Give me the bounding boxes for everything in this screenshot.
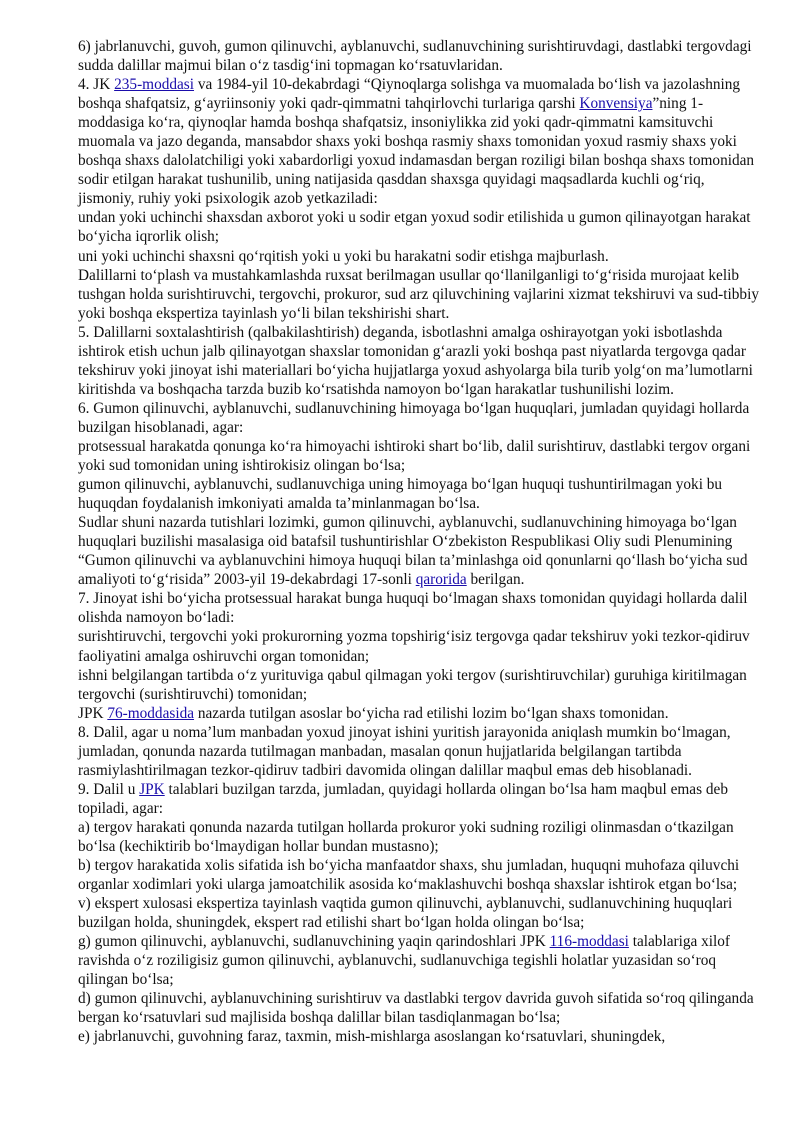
paragraph-text: 9. Dalil u — [78, 780, 140, 798]
paragraph-text: b) tergov harakatida xolis sifatida ish bo‘yicha manfaatdor shaxs, shu jumladan, huquqni muhofaza qiluvchi organlar xodimlari yoki ularga jamoatchilik asosida ko‘maklashuvchi boshqa shaxslar ishtirok etgan bo‘lsa; — [78, 857, 740, 894]
paragraph — [78, 37, 764, 75]
paragraph-text: a) tergov harakati qonunda nazarda tutilgan hollarda prokuror yoki sudning roziligi olinmasdan o‘tkazilgan bo‘lsa (kechiktirib bo‘lmaydigan hollar bundan mustasno); — [78, 818, 734, 855]
paragraph — [78, 932, 764, 989]
paragraph — [78, 989, 764, 1027]
paragraph — [78, 266, 764, 323]
paragraph — [78, 818, 764, 856]
paragraph-text: 6. Gumon qilinuvchi, ayblanuvchi, sudlanuvchining himoyaga bo‘lgan huquqlari, jumladan quyidagi hollarda buzilgan hisoblanadi, agar: — [78, 399, 750, 436]
paragraph-text: va 1984-yil 10-dekabrdagi “Qiynoqlarga solishga va muomalada bo‘lish va jazolashning boshqa shafqatsiz, g‘ayriinsoniy yoki qadr-qimmatni tahqirlovchi turlariga qarshi — [78, 76, 741, 113]
paragraph-text: 7. Jinoyat ishi bo‘yicha protsessual harakat bunga huquqi bo‘lmagan shaxs tomonidan quyidagi hollarda dalil olishda namoyon bo‘ladi: — [78, 590, 748, 627]
paragraph — [78, 247, 764, 266]
paragraph-text: gumon qilinuvchi, ayblanuvchi, sudlanuvchiga uning himoyaga bo‘lgan huquqi tushuntirilmagan yoki bu huquqdan foydalanish imkoniyati amalda ta’minlanmagan bo‘lsa. — [78, 476, 723, 513]
paragraph-text: undan yoki uchinchi shaxsdan axborot yoki u sodir etgan yoxud sodir etilishida u gumon qilinayotgan harakat bo‘yicha iqrorlik olish; — [78, 209, 751, 246]
paragraph — [78, 666, 764, 704]
paragraph-text: surishtiruvchi, tergovchi yoki prokurorning yozma topshirig‘isiz tergovga qadar tekshiruv yoki tezkor-qidiruv faoliyatini amalga oshiruvchi organ tomonidan; — [78, 628, 750, 665]
paragraph — [78, 208, 764, 246]
paragraph-text: Sudlar shuni nazarda tutishlari lozimki, gumon qilinuvchi, ayblanuvchi, sudlanuvchining himoyaga bo‘lgan huquqlari buzilishi masalasiga oid batafsil tushuntirishlar O‘zbekiston Respublikasi Oliy sudi Plenumining “Gumon qilinuvchi va ayblanuvchini himoya huquqi bilan ta’minlashga oid qonunlarni qo‘llash bo‘yicha sud amaliyoti to‘g‘risida” 2003-yil 19-dekabrdagi 17-sonli — [78, 514, 748, 589]
paragraph — [78, 704, 764, 723]
paragraph — [78, 627, 764, 665]
paragraph-text: berilgan. — [466, 571, 525, 589]
paragraph — [78, 75, 764, 208]
document-link[interactable]: 76-moddasida — [107, 704, 195, 722]
paragraph-text: talablariga xilof ravishda o‘z roziligisiz gumon qilinuvchi, ayblanuvchi, sudlanuvchiga tegishli holatlar yuzasidan so‘roq qilingan bo‘lsa; — [78, 933, 730, 989]
paragraph — [78, 437, 764, 475]
document-link[interactable]: 116-moddasi — [549, 933, 629, 951]
paragraph-text: 5. Dalillarni soxtalashtirish (qalbakilashtirish) deganda, isbotlashni amalga oshirayotgan yoki isbotlashda ishtirok etish uchun jalb qilinayotgan shaxslar tomonidan g‘arazli yoki boshqa past niyatlarda tergovga qadar tekshiruv yoki jinoyat ishi materiallari bo‘yicha hujjatlarga yoxud ashyolarga bila turib yolg‘on ma’lumotlarni kiritishda va boshqacha tarzda buzib ko‘rsatishda namoyon bo‘lgan harakatlar tushunilishi lozim. — [78, 323, 753, 398]
paragraph-text: 8. Dalil, agar u noma’lum manbadan yoxud jinoyat ishini yuritish jarayonida aniqlash mumkin bo‘lmagan, jumladan, qonunda nazarda tutilmagan manbadan, masalan qonun hujjatlarida belgilangan tartibda rasmiylashtirilmagan tezkor-qidiruv tadbiri davomida olingan dalillar maqbul emas deb hisoblanadi. — [78, 723, 731, 779]
paragraph-text: uni yoki uchinchi shaxsni qo‘rqitish yoki u yoki bu harakatni sodir etishga majburlash. — [78, 247, 609, 265]
paragraph — [78, 894, 764, 932]
paragraph-text: d) gumon qilinuvchi, ayblanuvchining surishtiruv va dastlabki tergov davrida guvoh sifatida so‘roq qilinganda bergan ko‘rsatuvlari sud majlisida boshqa dalillar bilan tasdiqlanmagan bo‘lsa; — [78, 990, 754, 1027]
paragraph-text: e) jabrlanuvchi, guvohning faraz, taxmin, mish-mishlarga asoslangan ko‘rsatuvlari, shuningdek, — [78, 1028, 666, 1046]
paragraph-text: ishni belgilangan tartibda o‘z yurituviga qabul qilmagan yoki tergov (surishtiruvchilar) guruhiga kiritilmagan tergovchi (surishtiruvchi) tomonidan; — [78, 666, 747, 703]
paragraph — [78, 723, 764, 780]
paragraph — [78, 399, 764, 437]
paragraph — [78, 1027, 764, 1046]
paragraph-text: JPK — [78, 704, 108, 722]
paragraph-text: g) gumon qilinuvchi, ayblanuvchi, sudlanuvchining yaqin qarindoshlari JPK — [78, 933, 550, 951]
document-link[interactable]: JPK — [139, 780, 165, 798]
paragraph — [78, 475, 764, 513]
document-link[interactable]: qarorida — [415, 571, 467, 589]
paragraph — [78, 323, 764, 399]
paragraph — [78, 856, 764, 894]
paragraph-text: v) ekspert xulosasi ekspertiza tayinlash vaqtida gumon qilinuvchi, ayblanuvchi, sudlanuvchining huquqlari buzilgan holda, shuningdek, ekspert rad etilishi shart bo‘lgan holda olingan bo‘lsa; — [78, 895, 733, 932]
paragraph — [78, 780, 764, 818]
document-link[interactable]: Konvensiya — [579, 95, 653, 113]
paragraph — [78, 589, 764, 627]
paragraph-text: nazarda tutilgan asoslar bo‘yicha rad etilishi lozim bo‘lgan shaxs tomonidan. — [194, 704, 669, 722]
paragraph-text: talablari buzilgan tarzda, jumladan, quyidagi hollarda olingan bo‘lsa ham maqbul emas deb topiladi, agar: — [78, 780, 728, 817]
paragraph-text: 6) jabrlanuvchi, guvoh, gumon qilinuvchi, ayblanuvchi, sudlanuvchining surishtiruvdagi, dastlabki tergovdagi sudda dalillar majmui bilan o‘z tasdig‘ini topmagan ko‘rsatuvlaridan. — [78, 38, 752, 75]
paragraph-text: 4. JK — [78, 76, 115, 94]
paragraph-text: Dalillarni to‘plash va mustahkamlashda ruxsat berilmagan usullar qo‘llanilganligi to‘g‘risida murojaat kelib tushgan holda surishtiruvchi, tergovchi, prokuror, sud arz qiluvchining vajlarini xizmat tekshiruvi va sud-tibbiy yoki boshqa ekspertiza tayinlash yo‘li bilan tekshirishi shart. — [78, 266, 759, 322]
paragraph-text: ”ning 1-moddasiga ko‘ra, qiynoqlar hamda boshqa shafqatsiz, insoniylikka zid yoki qadr-qimmatni kamsituvchi muomala va jazo deganda, mansabdor shaxs yoki boshqa rasmiy shaxs tomonidan yoxud rasmiy shaxs yoki boshqa shaxs dalolatchiligi yoki xabardorligi yoxud indamasdan bergan roziligi bilan boshqa shaxs tomonidan sodir etilgan harakat tushunilib, uning natijasida qasddan shaxsga quyidagi maqsadlarda kuchli og‘riq, jismoniy, ruhiy yoki psixologik azob yetkaziladi: — [78, 95, 755, 208]
paragraph — [78, 513, 764, 589]
document-link[interactable]: 235-moddasi — [114, 76, 195, 94]
paragraph-text: protsessual harakatda qonunga ko‘ra himoyachi ishtiroki shart bo‘lib, dalil surishtiruv, dastlabki tergov organi yoki sud tomonidan uning ishtirokisiz olingan bo‘lsa; — [78, 437, 751, 475]
